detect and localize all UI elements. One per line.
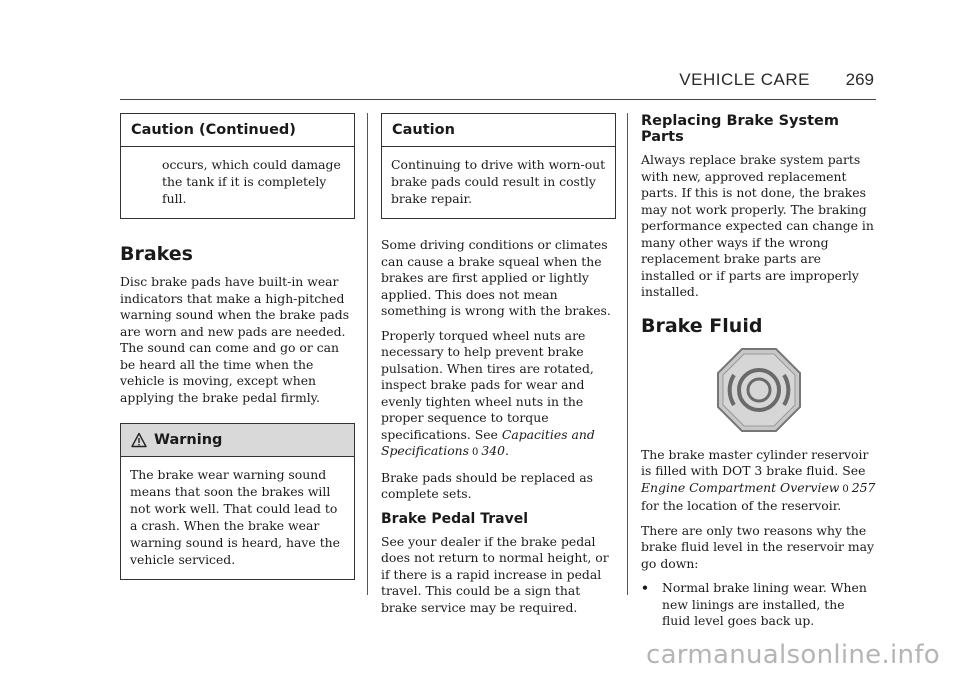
- replacing-parts-paragraph: Always replace brake system parts with new, approved replacement parts. If this is not done, the brakes may not work properly. The braking performance expected can change in many other ways if the wrong replacement brake parts are installed or if parts are improperly installed.: [641, 152, 874, 299]
- column-2: [381, 113, 616, 624]
- page-ref-icon: 0: [472, 447, 479, 458]
- caution-text: Continuing to drive with worn-out brake pads could result in costly brake repair.: [391, 157, 606, 206]
- engine-compartment-page-ref[interactable]: 257: [851, 479, 876, 495]
- engine-compartment-link[interactable]: Engine Compartment Overview: [641, 479, 840, 495]
- header-divider: [120, 99, 876, 100]
- page-ref-icon: 0: [842, 483, 849, 495]
- brake-fluid-heading: Brake Fluid: [641, 314, 763, 337]
- brakes-heading: Brakes: [120, 243, 193, 265]
- brake-fluid-symbol-icon: [716, 347, 802, 433]
- column-divider-2: [627, 113, 628, 595]
- list-item: [641, 580, 876, 630]
- replacing-parts-heading: Replacing Brake System Parts: [641, 113, 839, 145]
- capacities-link[interactable]: Capacities and Specifications: [381, 426, 595, 458]
- page-number: 269: [845, 70, 874, 89]
- pedal-travel-heading: Brake Pedal Travel: [381, 510, 529, 527]
- warning-triangle-icon: [131, 432, 147, 448]
- bullet-icon: •: [641, 580, 649, 595]
- fluid-level-paragraph: There are only two reasons why the brake fluid level in the reservoir may go down:: [641, 522, 875, 571]
- warning-header: [121, 424, 354, 457]
- column-3: [641, 113, 876, 630]
- warning-text: The brake wear warning sound means that soon the brakes will not work well. That could lead to a crash. When the brake wear warning sound is heard, have the vehicle serviced.: [130, 467, 340, 567]
- wheel-nuts-paragraph: [381, 328, 616, 462]
- column-divider-1: [367, 113, 368, 595]
- caution-box: [381, 113, 616, 219]
- brake-fluid-symbol: [641, 347, 876, 433]
- squeal-paragraph: Some driving conditions or climates can cause a brake squeal when the brakes are first applied or lightly applied. This does not mean something is wrong with the brakes.: [381, 237, 611, 318]
- caution-continued-box: [120, 113, 355, 219]
- bullet-text: Normal brake lining wear. When new linings are installed, the fluid level goes back up.: [662, 580, 867, 628]
- reservoir-tail: for the location of the reservoir.: [641, 498, 842, 513]
- watermark: carmanualsonline.info: [645, 640, 940, 670]
- capacities-page-ref[interactable]: 340.: [481, 443, 509, 458]
- caution-continued-text: occurs, which could damage the tank if it is completely full.: [162, 157, 341, 206]
- reservoir-paragraph: [641, 447, 876, 515]
- pads-sets-paragraph: Brake pads should be replaced as complete sets.: [381, 469, 593, 501]
- caution-title: Caution: [382, 114, 615, 147]
- warning-box: [120, 423, 355, 580]
- brakes-paragraph: Disc brake pads have built-in wear indicators that make a high-pitched warning sound when the brake pads are worn and new pads are needed. The sound can come and go or can be heard all the time when the vehicle is moving, except when applying the brake pedal firmly.: [120, 274, 350, 405]
- section-header-title: VEHICLE CARE: [679, 70, 810, 89]
- warning-title: Warning: [154, 432, 223, 448]
- caution-continued-title: Caution (Continued): [121, 114, 354, 147]
- column-1: [120, 113, 355, 580]
- reservoir-text: The brake master cylinder reservoir is filled with DOT 3 brake fluid. See: [641, 446, 869, 478]
- pedal-travel-paragraph: See your dealer if the brake pedal does not return to normal height, or if there is a rapid increase in pedal travel. This could be a sign that brake service may be required.: [381, 533, 609, 615]
- wheel-nuts-text: Properly torqued wheel nuts are necessary to help prevent brake pulsation. When tires are rotated, inspect brake pads for wear and evenly tighten wheel nuts in the proper sequence to torque specifications. See: [381, 327, 594, 442]
